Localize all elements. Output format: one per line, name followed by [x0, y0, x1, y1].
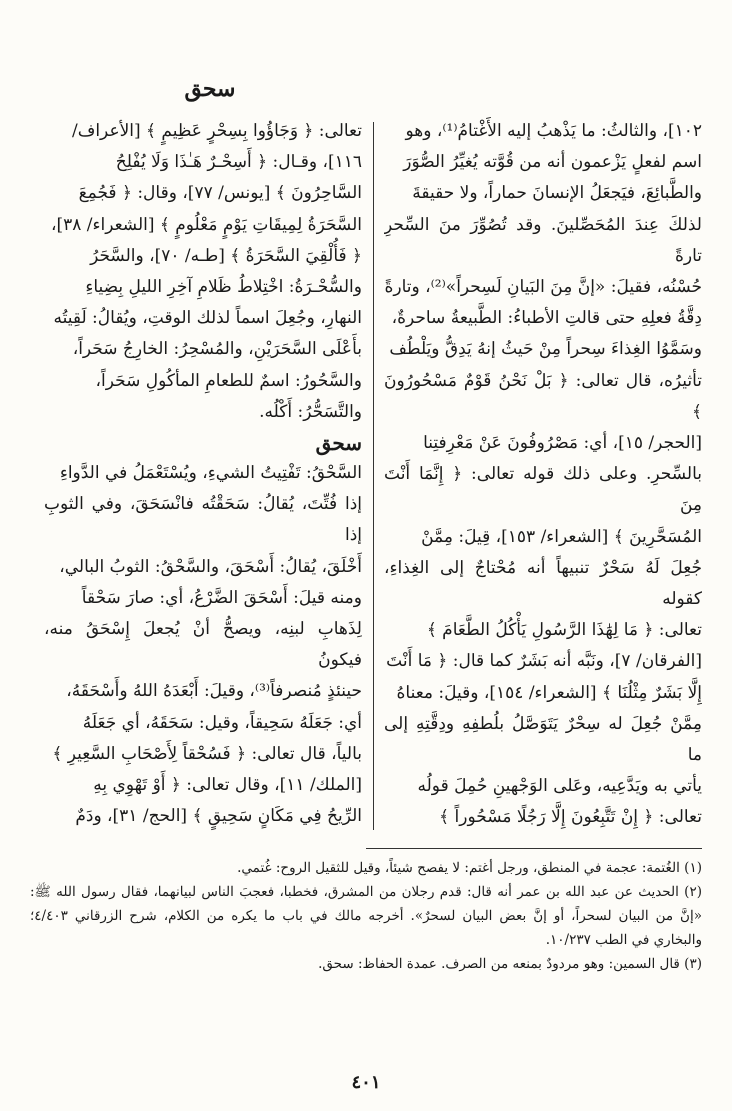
text-line: تعالى: ﴿ وَجَاؤُوا بِسِحْرٍ عَظِيمٍ ﴾ [الأعراف/	[71, 121, 362, 141]
footnote: (٢) الحديث عن عبد الله بن عمر أنه قال: قدم رجلان من المشرق، فخطبا، فعجبَ الناس لبيانهما، فقال رسول الله ﷺ: «إنَّ من البيان لسحراً، أو إنَّ بعض البيان لسحرٌ». أخرجه مالك في باب ما يكره من الكلام، شرح الزرقاني ٤/٤٠٣؛ والبخاري في الطب ١٠/٢٣٧.	[30, 884, 702, 948]
running-header: سحق	[184, 76, 236, 102]
left-column	[44, 116, 362, 836]
footnote-separator	[366, 848, 702, 849]
text-line: ومنه قيلَ: أَسْحَقَ الضَّرْعُ، أي: صارَ سَحْقاً	[81, 587, 362, 608]
text-line: يأتي به ويَدَّعِيه، وعَلى الوَجْهينِ حُمِلَ قولُه	[417, 776, 702, 797]
text-line: تأثيرُه، قال تعالى: ﴿ بَلْ نَحْنُ قَوْمٌ مَسْحُورُونَ ﴾	[384, 370, 702, 422]
text-line	[44, 832, 362, 836]
text-line: [الحجر/ ١٥]، أي: مَصْرُوفُونَ عَنْ مَعْرِفتِنا	[423, 433, 702, 454]
text-line: المُسَحَّرِينَ ﴾ [الشعراء/ ١٥٣]، قِيلَ: مِمَّنْ	[421, 526, 702, 547]
text-line: لذلكَ عِندَ المُحَصِّلينَ. وقد تُصُوِّرَ منَ السِّحرِ تارةً	[384, 214, 702, 266]
text-line: ١٠٢]، والثالثُ: ما يَذْهبُ إليه الأَغْتامُ⁽¹⁾، وهو	[405, 121, 702, 141]
text-line: والسَّحُورُ: اسمٌ للطعامِ المأكُولِ سَحَراً،	[95, 370, 362, 391]
column-divider	[373, 122, 374, 830]
text-line: مِمَّنْ جُعِلَ له سِحْرٌ يَتَوَصَّلُ بلُطفِهِ ودِقَّتِهِ إلى ما	[384, 713, 702, 766]
text-line: بأَعْلَى السَّحَرَيْنِ، والمُسْحِرُ: الخارِجُ سَحَراً،	[72, 339, 362, 360]
text-line: أي: جَعَلَهُ سَحِيقاً، وقيل: سَحَقَهُ، أي جَعَلَهُ	[82, 712, 362, 733]
text-line: اسم لفعلٍ يَزْعمون أنه من قُوَّته يُغيِّرُ الصُّوَرَ	[403, 152, 702, 173]
text-line: والطَّبائِعَ، فيَجعَلُ الإنسانَ حماراً، ولا حقيقةَ	[412, 183, 702, 204]
text-line: ١١٦]، وقـال: ﴿ أَسِحْـرٌ هَـٰذَا وَلَا يُفْلِحُ	[115, 152, 362, 173]
footnote: (٣) قال السمين: وهو مردودٌ بمنعه من الصرف. عمدة الحفاظ: سحق.	[318, 956, 702, 972]
text-line: السَّاحِرُونَ ﴾ [يونس/ ٧٧]، وقال: ﴿ فَجُمِعَ	[78, 183, 362, 204]
text-line: تعالى: ﴿ إِنْ تَتَّبِعُونَ إِلَّا رَجُلًا مَسْحُوراً ﴾	[439, 807, 702, 828]
text-line: إذا فُتِّتَ، يُقالُ: سَحَقْتُه فانْسَحَقَ، وفي الثوبِ إذا	[44, 494, 362, 546]
text-line: ﴿ فَأُلْقِيَ السَّحَرَةُ ﴾ [طـه/ ٧٠]، والسَّحَرُ	[90, 245, 362, 266]
text-line	[384, 834, 702, 836]
text-line: تعالى: ﴿ مَا لِهَٰذَا الرَّسُولِ يَأْكُلُ الطَّعَامَ ﴾	[426, 620, 702, 641]
footnotes	[30, 856, 702, 1052]
entry-title: سحق	[315, 431, 362, 456]
text-line: دِقَّةُ فعلِهِ حتى قالتِ الأطباءُ: الطَّبيعةُ ساحرةٌ،	[391, 308, 702, 329]
text-line: جُعِلَ لَهُ سَحْرٌ تنبيهاً أنه مُحْتاجٌ إلى الغِذاءِ، كقوله	[384, 557, 702, 610]
footnote: (١) الغُتمة: عجمة في المنطق، ورجل أغتم: لا يفصح شيئاً، وقيل للثقيل الروح: غُتمي.	[237, 860, 702, 876]
text-columns	[44, 116, 702, 836]
page-number: ٤٠١	[351, 1072, 381, 1093]
text-line: النهارِ، وجُعِلَ اسماً لذلك الوقتِ، ويُقالُ: لَقِيتُه	[53, 308, 362, 329]
text-line: والتَّسَحُّرُ: أَكْلُه.	[259, 401, 362, 422]
text-line: السَّحْقُ: تَفْتِيتُ الشيءِ، ويُسْتَعْمَلُ في الدَّواءِ	[59, 463, 362, 484]
text-line: بالياً، قال تعالى: ﴿ فَسُحْقاً لِأَصْحَابِ السَّعِيرِ ﴾	[52, 743, 362, 764]
text-line: [الفرقان/ ٧]، ونَبَّه أنه بَشَرٌ كما قال: ﴿ مَا أَنْتَ	[386, 651, 702, 672]
text-line: والسُّحْـرَةُ: اخْتِلاطُ ظَلامِ آخِرِ الليلِ بِضِياءِ	[85, 277, 362, 298]
text-line: أَخْلَقَ، يُقالُ: أَسْحَقَ، والسَّحْقُ: الثوبُ البالي،	[59, 556, 362, 577]
text-line: إِلَّا بَشَرٌ مِثْلُنَا ﴾ [الشعراء/ ١٥٤]، وقيلَ: معناهُ	[396, 682, 702, 703]
text-line: [الملك/ ١١]، وقال تعالى: ﴿ أَوْ تَهْوِي بِهِ	[93, 775, 362, 796]
text-line: السَّحَرَةُ لِمِيقَاتِ يَوْمٍ مَعْلُومٍ ﴾ [الشعراء/ ٣٨]،	[50, 214, 362, 235]
text-line: بالسِّحرِ. وعلى ذلك قوله تعالى: ﴿ إِنَّمَا أَنْتَ مِنَ	[384, 464, 702, 516]
text-line: لِذَهابِ لبنِه، ويصحُّ أنْ يُجعلَ إِسْحَقُ منه، فيكونُ	[44, 619, 362, 671]
text-line: وسَمَّوُا الغِذاءَ سِحراً مِنْ حَيثُ إنهُ يَدِقُّ ويَلْطُف	[389, 339, 702, 360]
right-column	[384, 116, 702, 836]
text-line: حينئذٍ مُنصرفاً⁽³⁾، وقيلَ: أَبْعَدَهُ اللهُ وأَسْحَقَهُ،	[66, 681, 362, 702]
text-line: حُسْنُه، فقيلَ: «إنَّ مِنَ البَيانِ لَسِحراً»⁽²⁾، وتارةً	[384, 277, 702, 298]
text-line: الرِّيحُ فِي مَكَانٍ سَحِيقٍ ﴾ [الحج/ ٣١]، ودَمٌ	[75, 806, 362, 827]
